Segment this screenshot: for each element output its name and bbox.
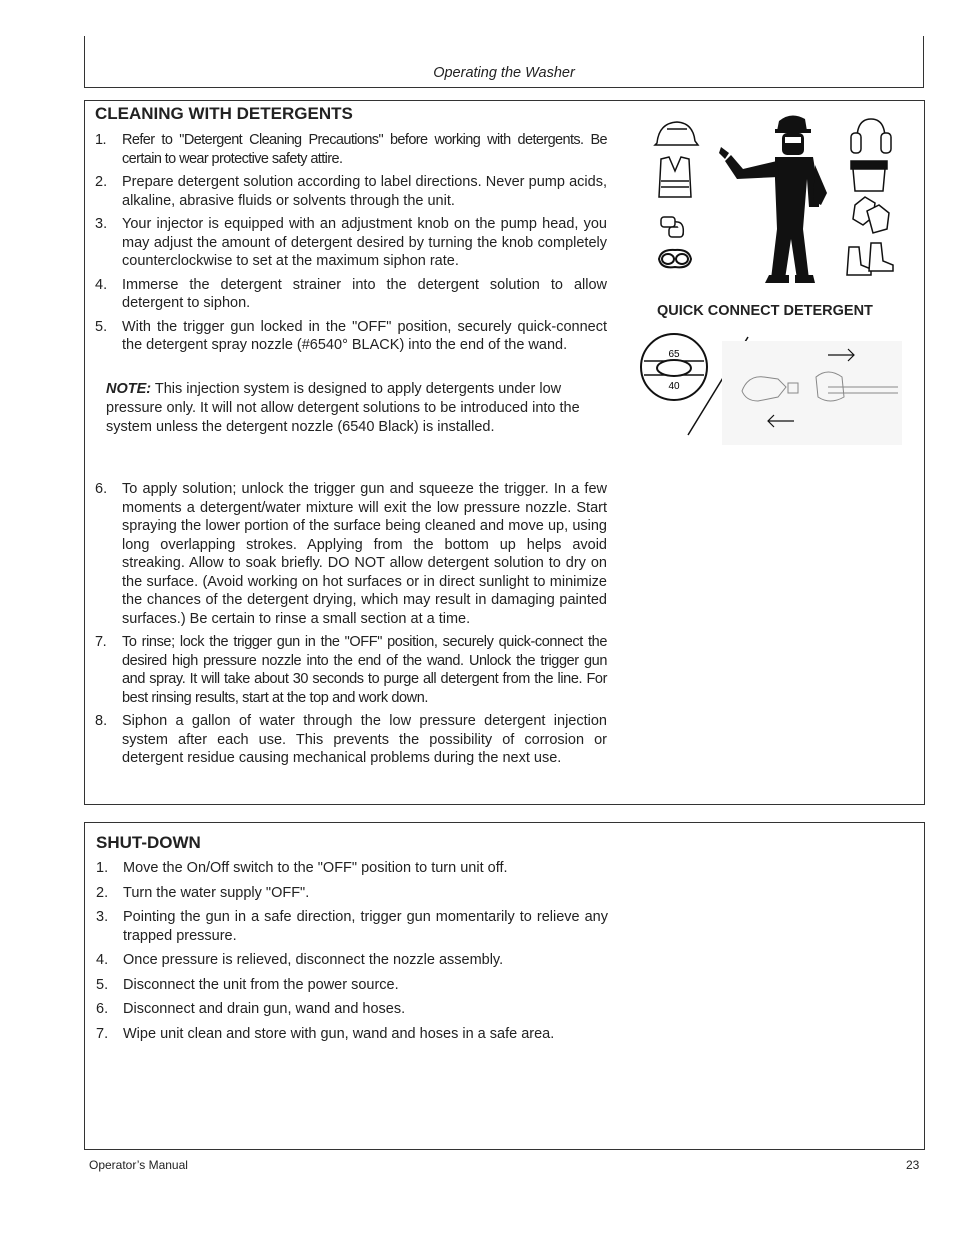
note-label: NOTE: — [106, 381, 152, 397]
list-item: 6. Disconnect and drain gun, wand and hoses. — [96, 1001, 406, 1017]
page-header — [84, 36, 924, 88]
hand-connect-icon — [722, 341, 902, 445]
note-block — [106, 380, 597, 437]
list-item: 6. To apply solution; unlock the trigger gun and squeeze the trigger. In a few moments a detergent/water mixture will exit the low pressure nozzle. Start spraying the lower portion of the surface being cleaned and move up, using long overlapping strokes. Applying from the bottom up helps avoid streaking. Allow to soak briefly. DO NOT allow detergent solution to dry on the surface. (Avoid working on hot surfaces or in direct sunlight to minimize the chances of the detergent drying, which may result in damaging painted surfaces.) Be certain to rinse a small section at a time. — [95, 481, 607, 627]
list-item: 8. Siphon a gallon of water through the low pressure detergent injection system after each use. This prevents the possibility of corrosion or detergent residue causing mechanical problems during the next use. — [95, 713, 607, 766]
cleaning-steps-a — [95, 131, 607, 355]
list-item: 4. Once pressure is relieved, disconnect the nozzle assembly. — [96, 952, 504, 968]
ear-muffs-icon — [851, 119, 891, 153]
footer-manual-title: Operator’s Manual — [89, 1158, 188, 1172]
shutdown-title: SHUT-DOWN — [96, 833, 201, 852]
list-item: 2. Prepare detergent solution according to label directions. Never pump acids, alkaline, abrasive fluids or solvents through the unit. — [95, 174, 607, 209]
nozzle-icon — [641, 334, 707, 400]
nozzle-label-65: 65 — [668, 349, 680, 360]
list-item: 5. With the trigger gun locked in the "OFF" position, securely quick-connect the detergent spray nozzle (#6540° BLACK) into the end of the wand. — [95, 318, 607, 353]
gloves-icon — [853, 197, 889, 233]
cleaning-section — [84, 100, 925, 805]
worker-figure-icon — [719, 115, 827, 283]
ear-plugs-icon — [661, 217, 683, 237]
safety-attire-illustration — [651, 109, 901, 284]
hard-hat-icon — [655, 122, 698, 145]
quick-connect-title: QUICK CONNECT DETERGENT — [657, 303, 873, 319]
nozzle-label-40: 40 — [668, 381, 680, 392]
face-shield-icon — [851, 161, 887, 191]
list-item: 1. Refer to "Detergent Cleaning Precautions" before working with detergents. Be certain to wear protective safety attire. — [95, 132, 607, 167]
shutdown-steps — [96, 859, 608, 1043]
list-item: 7. Wipe unit clean and store with gun, wand and hoses in a safe area. — [96, 1025, 555, 1042]
quick-connect-illustration — [638, 331, 908, 446]
note-text: This injection system is designed to apply detergents under low pressure only. It will not allow detergent solutions to be introduced into the system unless the detergent nozzle (6540 Black) is installed. — [106, 381, 580, 435]
list-item: 4. Immerse the detergent strainer into the detergent solution to allow detergent to siphon. — [95, 276, 607, 311]
list-item: 3. Pointing the gun in a safe direction, trigger gun momentarily to relieve any trapped pressure. — [96, 909, 608, 944]
cleaning-title: CLEANING WITH DETERGENTS — [95, 104, 353, 123]
list-item: 3. Your injector is equipped with an adjustment knob on the pump head, you may adjust the amount of detergent desired by turning the knob completely counterclockwise to set at the maximum siphon rate. — [95, 216, 607, 269]
list-item: 7. To rinse; lock the trigger gun in the "OFF" position, securely quick-connect the desired high pressure nozzle into the end of the wand. Unlock the trigger gun and spray. It will take about 30 seconds to purge all detergent from the line. For best rinsing results, start at the top and work down. — [95, 634, 607, 706]
cleaning-steps-b — [95, 480, 607, 768]
header-title: Operating the Washer — [433, 65, 575, 81]
shutdown-section — [84, 822, 925, 1150]
safety-vest-icon — [659, 157, 691, 197]
list-item: 1. Move the On/Off switch to the "OFF" position to turn unit off. — [96, 860, 508, 876]
list-item: 2. Turn the water supply "OFF". — [96, 884, 310, 901]
goggles-icon — [659, 250, 691, 267]
page-number: 23 — [906, 1158, 920, 1172]
list-item: 5. Disconnect the unit from the power source. — [96, 976, 399, 993]
boots-icon — [847, 243, 893, 275]
